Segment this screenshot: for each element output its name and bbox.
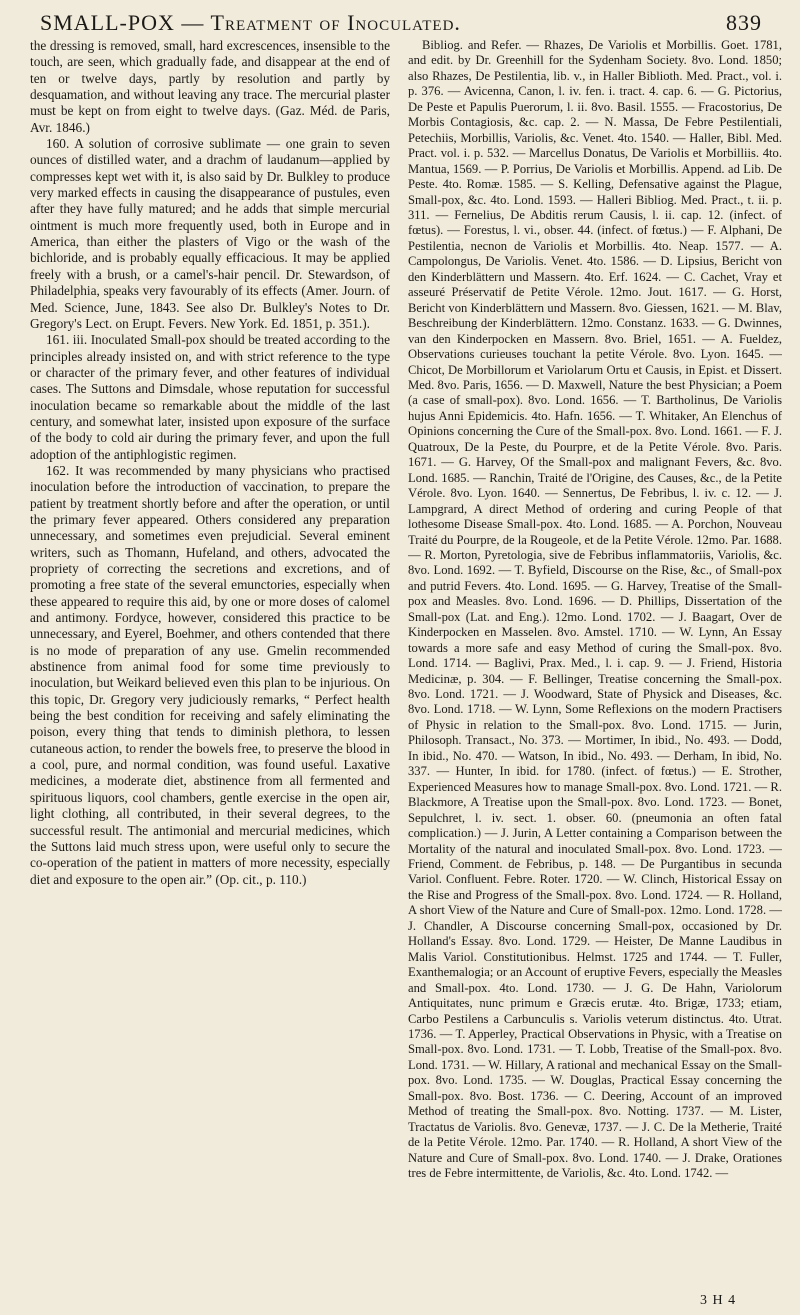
paragraph-continued: the dressing is removed, small, hard excrescences, insensible to the touch, are seen, which gradually fade, and disappear at the end of ten or twelve days, partly by resolution and partly by desquamation, and without leaving any trace. The mercurial plaster must be kept on from eight to twelve days. (Gaz. Méd. de Paris, Avr. 1846.) [30,38,390,135]
paragraph-161: 161. iii. Inoculated Small-pox should be treated according to the principles already insisted on, and with strict reference to the type or character of the primary fever, and other features of individual cases. The Suttons and Dimsdale, whose reputation for successful inoculation became so remarkable about the middle of the last century, and somewhat later, insisted upon exposure of the surface of the body to cold air during the primary fever, and upon the full adoption of the antiphlogistic regimen. [30,332,390,462]
signature-mark: 3 H 4 [700,1293,737,1308]
left-text-column [30,38,390,1303]
right-bibliography-column [408,38,782,1303]
paragraph-162: 162. It was recommended by many physicians who practised inoculation before the introduction of vaccination, to prepare the patient by treatment shortly before and after the operation, or until the primary fever appeared. Others considered any preparation unnecessary, and sometimes even prejudicial. Several eminent writers, such as Thomann, Hufeland, and others, advocated the propriety of correcting the secretions and excretions, and of promoting a free state of the several emunctories, especially when these appeared to require this aid, by one or more doses of calomel and antimony. Fordyce, however, considered this practice to be unnecessary, and Eyerel, Boehmer, and others contended that there is no mode of preparation of any use. Gmelin recommended abstinence from animal food for some time previously to inoculation, but Weikard believed even this plan to be injurious. On this topic, Dr. Gregory very judiciously remarks, “ Perfect health being the best condition for receiving and safely eliminating the poison, every thing that tends to diminish plethora, to lessen cutaneous action, to render the bowels free, to preserve the blood in a cool, pure, and normal condition, was found useful. Laxative medicines, a moderate diet, abstinence from all fermented and spirituous liquors, cool chambers, gentle exercise in the open air, light clothing, all contributed, in their several degrees, to the successful result. The antimonial and mercurial medicines, which the Suttons laid much stress upon, were useful only to secure the co-operation of the patient in matters of more necessity, especially diet and exposure to the open air.” (Op. cit., p. 110.) [30,462,390,887]
bibliography-text: Bibliog. and Refer. — Rhazes, De Variolis et Morbillis. Goet. 1781, and edit. by Dr. Greenhill for the Sydenham Society. 8vo. Lond. 1850; also Rhazes, De Pestilentia, lib. v., in Haller Biblioth. Med. Pract., vol. i. p. 376. — Avicenna, Canon, l. iv. fen. i. tract. 4. cap. 6. — G. Pictorius, De Peste et Papulis Puerorum, l. ii. 8vo. Basil. 1555. — Fracostorius, De Morbis Contagiosis, &c. cap. 2. — N. Massa, De Febre Pestilentiali, Petechiis, Morbillis, Variolis, &c. Venet. 4to. 1540. — Haller, Bibl. Med. Pract. vol. i. p. 532. — Marcellus Donatus, De Variolis et Morbilliis. 4to. Mantua, 1569. — P. Porrius, De Variolis et Morbillis. Append. ad Lib. De Peste. 4to. Romæ. 1585. — S. Kelling, Defensative against the Plague, Small-pox, &c. 4to. Lond. 1593. — Halleri Bibliog. Med. Pract., t. ii. p. 311. — Fernelius, De Abditis rerum Causis, l. ii. cap. 12. (infect. of fœtus). — Forestus, l. vi., obser. 44. (infect. of fœtus.) — F. Alphani, De Pestilentia, necnon de Variolis et Morbillis. 4to. Neap. 1577. — A. Campolongus, De Variolis. Venet. 4to. 1586. — D. Lipsius, Bericht von den Kinderblättern und Massern. 4to. Erf. 1624. — C. Cachet, Vray et asseuré Préservatif de Petite Vérole. 12mo. Jout. 1617. — G. Horst, Bericht von Kinderblättern und Massern. 8vo. Giessen, 1621. — M. Blav, Beschreibung der Kinderblättern. 12mo. Constanz. 1633. — G. Dwinnes, van den Kinderpocken en Massern. 8vo. Briel, 1651. — A. Fueldez, Observations curieuses touchant la petite Vérole. 8vo. Lyon. 1645. — Chicot, De Morbillorum et Variolarum Ortu et Causis, in Epist. et Dissert. Med. 8vo. Paris, 1656. — D. Maxwell, Nature the best Physician; a Poem (a case of small-pox). 8vo. Lond. 1656. — T. Bartholinus, De Variolis hujus Anni Epidemicis. 4to. Hafn. 1656. — T. Whitaker, An Elenchus of Opinions concerning the Cure of the Small-pox. 8vo. Lond. 1661. — F. J. Quatroux, De la Peste, du Pourpre, et de la Petite Vérole. 8vo. Paris. 1671. — G. Harvey, Of the Small-pox and malignant Fevers, &c. 8vo. Lond. 1685. — Ranchin, Traité de l'Origine, des Causes, &c., de la Petite Vérole. 8vo. Lyon. 1640. — Sennertus, De Febribus, l. iv. c. 12. — J. Lampgrard, A direct Method of ordering and curing People of that lothesome Disease Small-pox. 4to. Lond. 1685. — A. Porchon, Nouveau Traité du Pourpre, de la Rougeole, et de la Petite Vérole. 12mo. Par. 1688. — R. Morton, Pyretologia, sive de Febribus inflammatoriis, Variolis, &c. 8vo. Lond. 1692. — T. Byfield, Discourse on the Rise, &c., of Small-pox and putrid Fevers. 4to. Lond. 1695. — G. Harvey, Treatise of the Small-pox and Measles. 8vo. Lond. 1696. — D. Phillips, Dissertation of the Small-pox (Lat. and Eng.). 12mo. Lond. 1702. — J. Baagart, Over de Kinderpocken en Masselen. 8vo. Amstel. 1710. — W. Lynn, An Essay towards a more safe and easy Method of curing the Small-pox. 8vo. Lond. 1714. — Baglivi, Prax. Med., l. i. cap. 9. — J. Friend, Historia Medicinæ, p. 304. — F. Bellinger, Treatise concerning the Small-pox. 8vo. Lond. 1721. — J. Woodward, State of Physick and Diseases, &c. 8vo. Lond. 1718. — W. Lynn, Some Reflexions on the modern Practisers of Physic in relation to the Small-pox. 8vo. Lond. 1715. — Jurin, Philosoph. Transact., No. 373. — Mortimer, In ibid., No. 493. — Dodd, In ibid., No. 470. — Watson, In ibid., No. 493. — Derham, In ibid, No. 337. — Hunter, In ibid. for 1780. (infect. of fœtus.) — E. Strother, Experienced Measures how to manage Small-pox. 8vo. Lond. 1721. — R. Blackmore, A Treatise upon the Small-pox. 8vo. Lond. 1723. — Bonet, Sepulchret, l. iv. sect. 1. obser. 60. (pneumonia an often fatal complication.) — J. Jurin, A Letter containing a Comparison between the Mortality of the natural and inoculated Small-pox. 8vo. Lond. 1723. — Friend, Comment. de Febribus, p. 148. — De Purgantibus in secunda Variol. Confluent. Febre. Roter. 1720. — W. Clinch, Historical Essay on the Rise and Progress of the Small-pox. 8vo. Lond. 1724. — R. Holland, A short View of the Nature and Cure of Small-pox. 12mo. Lond. 1728. — J. Chandler, A Discourse concerning Small-pox, occasioned by Dr. Holland's Essay. 8vo. Lond. 1729. — Heister, De Manne Laudibus in Malis Variol. Constitutionibus. Helmst. 1725 and 1744. — T. Fuller, Exanthemalogia; or an Account of eruptive Fevers, especially the Measles and Small-pox. 4to. Lond. 1730. — J. G. De Hahn, Variolorum Antiquitates, nunc primum e Græcis erutæ. 4to. Brigæ, 1733; etiam, Carbo Pestilens a Carbunculis s. Variolis veterum distinctus. 4to. Utrat. 1736. — T. Apperley, Practical Observations in Physic, with a Treatise on Small-pox. 8vo. Lond. 1731. — T. Lobb, Treatise of the Small-pox. 8vo. Lond. 1731. — W. Hillary, A rational and mechanical Essay on the Small-pox. 8vo. Lond. 1735. — W. Douglas, Practical Essay concerning the Small-pox. 8vo. Bost. 1736. — C. Deering, Account of an improved Method of treating the Small-pox. 8vo. Notting. 1737. — M. Lister, Tractatus de Variolis. 8vo. Genevæ, 1737. — J. C. De la Metherie, Traité de la Petite Vérole. 12mo. Par. 1740. — R. Holland, A short View of the Nature and Cure of Small-pox. 8vo. Lond. 1740. — J. Drake, Orationes tres de Febre intermittente, de Variolis, &c. 4to. Lond. 1742. — [408,38,782,1181]
paragraph-160: 160. A solution of corrosive sublimate — one grain to seven ounces of distilled water, and a drachm of laudanum—applied by compresses kept wet with it, is also said by Dr. Bulkley to produce very marked effects in causing the disappearance of pustules, even after they have fully matured; and he adds that simple mercurial ointment is much more frequently used, both in Europe and in America, than either the plasters of Vigo or the wash of the bichloride, and is probably equally efficacious. It may be applied freely with a brush, or a camel's-hair pencil. Dr. Stewardson, of Philadelphia, speaks very favourably of its effects (Amer. Journ. of Med. Science, June, 1843. See also Dr. Bulkley's Notes to Dr. Gregory's Lect. on Erupt. Fevers. New York. Ed. 1851, p. 351.). [30,136,390,331]
page-number: 839 [726,10,762,35]
running-title: SMALL-POX — Treatment of Inoculated. [40,10,461,35]
